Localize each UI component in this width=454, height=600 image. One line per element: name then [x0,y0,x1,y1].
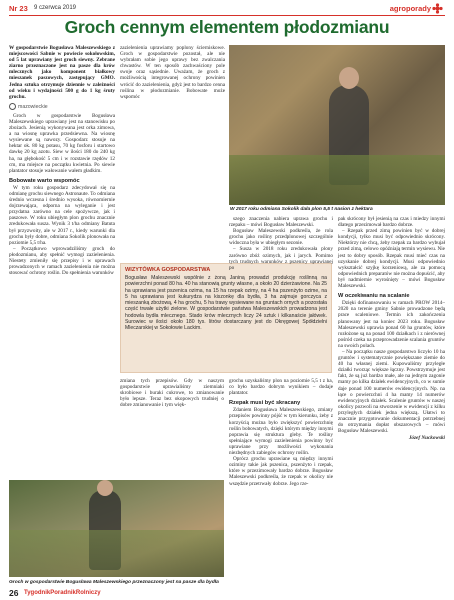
issue-number: Nr 23 [9,4,28,13]
photo-farmer-field [229,45,445,205]
photo-pea-field [9,480,224,577]
column-3-bottom [229,378,333,487]
page-header [9,4,445,14]
column-1 [9,45,115,276]
subheading-2: Rzepak musi być skracany [229,400,301,407]
column-2-bottom [120,378,224,408]
col4-paragraph: Dzięki dofinansowaniu w ramach PROW 2014–2020 na terenie gminy Sabnie prowadzone będą prace scaleniowe. Termin ich zakończenia planowany jest na koniec 2023 roku. Bogusław Maleszewski uprawia ponad 60 ha gruntów, które rozłożone są na ponad 100 działkach i z nierównej pośród czeka na przeprowadzenie scalania gruntów na swoich polach. [338,300,445,349]
col3-paragraph: Bogusław Maleszewski podkreśla, że rola grochu jako rośliny przedplonowej szczególnie widoczna była w ubiegłym sezonie. [229,228,333,247]
page-number: 26 [9,588,19,598]
col4-paragraph: pak skrócony był jesienią na czas i miedzy innymi dlatego przezimował bardzo dobrze. [338,216,445,229]
subheading-1: Bobowate warto wspomóc [9,177,80,184]
col4-paragraph: – Rzepak przed zimą powinien być w dobrej kondycji, tylko musi być odpowiednio skrócony. Niektórzy nie chcą, żeby rzepak za bardzo wybujał przed zimą, celowo opóźniają termin wysiewu. Nie jest to dobry sposób. Rzepak musi mieć czas na uzyskanie dobrej kondycji. Musi odpowiednio wykształcić szyjkę korzeniową, ale za pomocą odpowiednich preparatów nie można dopuścić, aby był nadmiernie wyrośnięty – mówi Bogusław Maleszewski. [338,228,445,290]
infobox-text: Bogusław Maleszewski wspólnie z żoną Janiną prowadzi produkcję roślinną na powierzchni ponad 80 ha. 40 ha stanowią grunty własne, a około 20 dzierżawione. Na 25 ha uprawiana jest pszenica ozima, na 15 ha rzepak ozimy, na 4 ha pszenżyto ozime, na 5 ha uprawiana jest kukurydza na kiszonkę dla bydła, 3 ha zajmuje gorczyca z mieszanką zbożową, 4 ha grochu, 5 ha trawy wysiewane na gruntach ornych a pozostała część trwałe użytki zielone. W gospodarstwie państwa Maleszewskich prowadzona jest hodowla bydła mlecznego. Stado krów mlecznych liczy 24 sztuk i kilkanaście jałówek. Surowiec w ilości około 180 tys. litrów dostarczany jest do Okręgowej Spółdzielni Mleczarskiej w Sokołowie Lackim. [125,275,327,332]
col1-paragraph: – Początkowo wprowadziliśmy groch do płodozmianu, aby spełnić wymogi zazielenienia. Niestety zmieniły się przepisy i w uprawach prowadzonych w ramach zazielenienia nie można stosować ochrony roślin. Do spełnienia warunków [9,245,115,277]
col3-paragraph: Oprócz grochu uprawiane są między innymi oziminy takie jak pszenica, pszenżyto i rzepak, które w przezimowały bardzo dobrze. Bogusław Maleszewski podkreśla, że rzepak w okolicy nie wszędzie przetrwały dobrze. Jego rze- [229,456,333,487]
col3-paragraph: grochu uzyskaliśmy plon na poziomie 5,5 t z ha, co było bardzo dobrym wynikiem – dodaje plantator. [229,378,333,397]
infobox-title: WIZYTÓWKA GOSPODARSTWA [125,267,211,273]
column-2-top [120,45,225,100]
flower-logo-icon [432,3,443,14]
col4-paragraph: – Na początku nasze gospodarstwo liczyło 10 ha gruntów i systematycznie powiększane ziemie do 40 ha własnej ziemi. Kupowaliśmy przyległe działki tworząc większe łączny. Powstrzymuje jest fakt, że są już bardzo małe, ale na jednym zagonie mamy po kilka działek ewidencyjnych, co w sumie daje ponad 100 numerów ewidencyjnych. Np. na łące o powierzchni 4 ha mamy 14 numerów ewidencyjnych działek. Scalenie gruntów w naszej okolicy pozwoli na stworzenie w ewidencji z kilku przyległych działek jedna większą. Ułatwi to znacznie przygotowanie dokumentacji potrzebnej do otrzymania dopłat obszarowych – mówi Bogusław Maleszewski. [338,348,445,435]
location-icon [9,103,16,110]
article-title: Groch cennym elementem płodozmianu [64,17,390,37]
column-4 [338,216,445,441]
footer-brand: TygodnikPoradnikRolniczy [24,590,101,596]
issue-date: 9 czerwca 2019 [34,5,77,11]
column-3-top [229,216,333,271]
article-lead: W gospodarstwie Bogusława Maleszewskiego z miejscowości Sabnie w powiecie sokołowskim, od 5 lat uprawiany jest groch siewny. Zebrane ziarno przeznaczone jest na pasze dla krów mlecznych jako komponent białkowy mieszanek paszowych, zastępujący GMO. Jedna sztuka otrzymuje dziennie w zależności od wieku i wydajności 500 g do 1 kg śruty grochu. [9,45,115,100]
col3-paragraph: Zdaniem Bogusława Maleszewskiego, zmiany przepisów powinny pójść w tym kierunku, żeby z korzyścią można było zwiększyć powierzchnię roślin bobowatych, dzięki którym między innymi poprawia się struktura gleby. Te rośliny spełniające wymogi zazielenienia powinny być uprawiane przy możliwości wykonania niezbędnych zabiegów ochrony roślin. [229,407,333,457]
farm-infobox [120,263,332,373]
photo2-caption: Groch w gospodarstwie Bogusława Maleszewskiego przeznaczony jest na pasze dla bydła [9,580,219,585]
region-tag [9,103,115,110]
col3-paragraph: szego znaczenia nabiera uprawa grochu i rzepaku – mówi Bogusław Maleszewski. [229,216,333,229]
region-label: mazowieckie [18,103,48,110]
col1-paragraph: Groch w gospodarstwie Bogusława Maleszewskiego uprawiany jest na stanowisku po zbożach. Jesienią wykonywana jest orka zimowa, a na wiosnę uprawka przedsiewna. Na wiosnę wysiewane są nawozy. Gospodarz stosuje na hektar ok. 80 kg potasu, 70 kg fosforu i startowo dawkę 20 kg azotu. Siew w ilości 180 do 240 kg ha, na głębokość 5 cm i w rozstawie rzędów 12 cm, ma miejsce na początku kwietnia. Po siewie plantator stosuje wałowanie wałem gładkim. [9,112,115,174]
brand-logo: agroporady [389,4,431,13]
subheading-3: W oczekiwaniu na scalanie [338,293,410,300]
photo1-caption: W 2017 roku odmiana Sokolik dała plon 5,5 t nasion z hektara [230,207,373,212]
header-rule [9,15,445,16]
col1-paragraph: W tym roku gospodarz zdecydował się na odmianę grochu siewnego Astronaute. To odmiana średnio wczesna i średnio wysoka, równomiernie dojrzewająca, odporna na wyleganie i jest przydatna zarówno na cele spożywcze, jak i paszowe. W roku ubiegłym plon grochu znacznie zredukowała susza. Wynik 3 t/ha odmiany Batuta był przyzwoity, ale w 2017 r., kiedy warunki dla grochu były dobre, odmiana Sokolik plonowała na poziomie 5,5 t/ha. [9,184,115,246]
col2-paragraph: zazielenienia uprawiamy poplony ścierniskowe. Groch w gospodarstwie pozostał, ale nie wybrałam sobie jego uprawy bez zwalczania chwastów. W ten sposób zachwaściony pole swoje oraz sąsiednie. Uważam, że groch z możliwością integrowanej ochrony powinien wrócić do zazielenienia, gdyż jest to bardzo cenna roślina w płodozmianie. Bobowate może wspomóc [120,45,225,100]
col2-paragraph: zmiana tych przepisów. Gdy w naszym gospodarstwie uprawialiśmy ziemniaki skrobiowe i buraki cukrowe, to zmianowanie było lepsze. Teraz bez okopowych trudniej o dobre zmianowanie i tym więk- [120,378,224,409]
author-signature: Józef Nuckowski [408,435,445,442]
col3-paragraph: – Susza w 2018 roku zredukowała plony zarówno zbóż ozimych, jak i jarych. Pomimo tych trudnych warunków z pszenicy uprawianej po [229,246,333,271]
